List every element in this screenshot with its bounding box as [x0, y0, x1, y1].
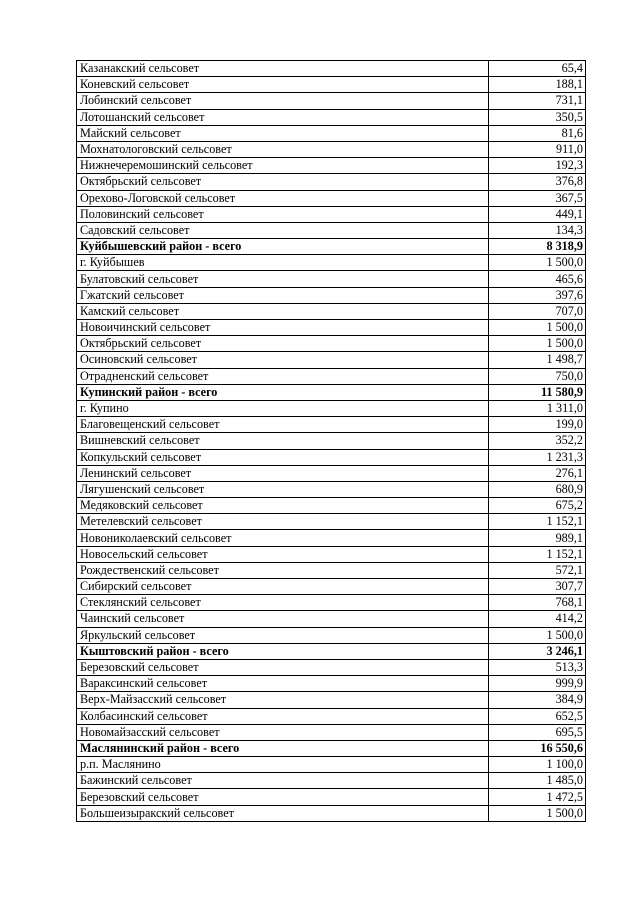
municipality-name: Копкульский сельсовет	[77, 449, 489, 465]
table-row	[77, 417, 586, 433]
table-row	[77, 352, 586, 368]
table-row	[77, 433, 586, 449]
table-row	[77, 287, 586, 303]
district-total-name: Маслянинский район - всего	[77, 740, 489, 756]
municipality-name: Медяковский сельсовет	[77, 498, 489, 514]
district-total-row	[77, 239, 586, 255]
table-row	[77, 271, 586, 287]
municipality-name: Лобинский сельсовет	[77, 93, 489, 109]
municipality-value: 1 485,0	[489, 773, 586, 789]
municipality-value: 134,3	[489, 222, 586, 238]
municipality-value: 1 472,5	[489, 789, 586, 805]
municipality-name: Колбасинский сельсовет	[77, 708, 489, 724]
municipality-name: Яркульский сельсовет	[77, 627, 489, 643]
municipality-value: 768,1	[489, 595, 586, 611]
municipality-value: 1 500,0	[489, 255, 586, 271]
table-row	[77, 562, 586, 578]
table-row	[77, 773, 586, 789]
table-row	[77, 206, 586, 222]
table-row	[77, 174, 586, 190]
table-row	[77, 676, 586, 692]
municipality-name: Нижнечеремошинский сельсовет	[77, 158, 489, 174]
table-row	[77, 158, 586, 174]
municipality-name: Лотошанский сельсовет	[77, 109, 489, 125]
municipality-value: 911,0	[489, 141, 586, 157]
municipality-name: Стеклянский сельсовет	[77, 595, 489, 611]
municipality-value: 65,4	[489, 61, 586, 77]
municipality-name: Октябрьский сельсовет	[77, 174, 489, 190]
municipality-value: 1 498,7	[489, 352, 586, 368]
municipality-name: Орехово-Логовской сельсовет	[77, 190, 489, 206]
table-row	[77, 498, 586, 514]
municipality-value: 1 500,0	[489, 805, 586, 821]
municipality-value: 572,1	[489, 562, 586, 578]
municipality-value: 1 231,3	[489, 449, 586, 465]
district-total-name: Кыштовский район - всего	[77, 643, 489, 659]
municipality-name: Вишневский сельсовет	[77, 433, 489, 449]
municipality-name: Отрадненский сельсовет	[77, 368, 489, 384]
municipality-name: Новомайзасский сельсовет	[77, 724, 489, 740]
municipality-name: Майский сельсовет	[77, 125, 489, 141]
table-row	[77, 336, 586, 352]
municipality-name: р.п. Маслянино	[77, 757, 489, 773]
municipality-name: Метелевский сельсовет	[77, 514, 489, 530]
table-row	[77, 530, 586, 546]
table-row	[77, 93, 586, 109]
municipality-name: Новосельский сельсовет	[77, 546, 489, 562]
municipality-value: 675,2	[489, 498, 586, 514]
table-row	[77, 627, 586, 643]
municipality-name: Садовский сельсовет	[77, 222, 489, 238]
municipality-value: 1 500,0	[489, 627, 586, 643]
table-row	[77, 190, 586, 206]
municipality-value: 652,5	[489, 708, 586, 724]
district-total-value: 3 246,1	[489, 643, 586, 659]
municipality-value: 384,9	[489, 692, 586, 708]
municipality-name: Новониколаевский сельсовет	[77, 530, 489, 546]
municipality-name: Половинский сельсовет	[77, 206, 489, 222]
municipality-name: Благовещенский сельсовет	[77, 417, 489, 433]
municipality-name: Коневский сельсовет	[77, 77, 489, 93]
municipality-value: 307,7	[489, 579, 586, 595]
district-total-value: 16 550,6	[489, 740, 586, 756]
municipality-value: 449,1	[489, 206, 586, 222]
table-row	[77, 465, 586, 481]
municipality-name: Камский сельсовет	[77, 303, 489, 319]
table-row	[77, 125, 586, 141]
municipality-name: Казанакский сельсовет	[77, 61, 489, 77]
municipality-value: 1 152,1	[489, 514, 586, 530]
table-row	[77, 805, 586, 821]
municipality-value: 350,5	[489, 109, 586, 125]
municipality-value: 1 152,1	[489, 546, 586, 562]
district-total-value: 11 580,9	[489, 384, 586, 400]
municipality-value: 192,3	[489, 158, 586, 174]
municipality-name: Вараксинский сельсовет	[77, 676, 489, 692]
table-row	[77, 692, 586, 708]
municipality-value: 397,6	[489, 287, 586, 303]
table-row	[77, 320, 586, 336]
table-row	[77, 579, 586, 595]
table-row	[77, 255, 586, 271]
allocation-table-body	[77, 61, 586, 822]
table-row	[77, 724, 586, 740]
table-row	[77, 77, 586, 93]
municipality-value: 707,0	[489, 303, 586, 319]
municipality-value: 1 500,0	[489, 320, 586, 336]
municipality-name: Лягушенский сельсовет	[77, 481, 489, 497]
table-row	[77, 611, 586, 627]
municipality-name: Гжатский сельсовет	[77, 287, 489, 303]
municipality-value: 695,5	[489, 724, 586, 740]
table-row	[77, 141, 586, 157]
municipality-name: Бажинский сельсовет	[77, 773, 489, 789]
municipality-value: 1 500,0	[489, 336, 586, 352]
table-row	[77, 708, 586, 724]
municipality-value: 1 100,0	[489, 757, 586, 773]
municipality-value: 414,2	[489, 611, 586, 627]
municipality-name: г. Купино	[77, 400, 489, 416]
municipality-value: 276,1	[489, 465, 586, 481]
table-row	[77, 61, 586, 77]
municipality-name: Березовский сельсовет	[77, 789, 489, 805]
table-row	[77, 222, 586, 238]
municipality-name: Осиновский сельсовет	[77, 352, 489, 368]
municipality-value: 199,0	[489, 417, 586, 433]
municipality-value: 188,1	[489, 77, 586, 93]
municipality-value: 750,0	[489, 368, 586, 384]
municipality-name: Мохнатологовский сельсовет	[77, 141, 489, 157]
municipality-name: Октябрьский сельсовет	[77, 336, 489, 352]
municipality-value: 1 311,0	[489, 400, 586, 416]
table-row	[77, 368, 586, 384]
table-row	[77, 757, 586, 773]
municipality-value: 731,1	[489, 93, 586, 109]
table-row	[77, 449, 586, 465]
municipality-name: Рождественский сельсовет	[77, 562, 489, 578]
municipality-value: 465,6	[489, 271, 586, 287]
table-row	[77, 595, 586, 611]
table-row	[77, 789, 586, 805]
municipality-name: Верх-Майзасский сельсовет	[77, 692, 489, 708]
table-row	[77, 109, 586, 125]
district-total-value: 8 318,9	[489, 239, 586, 255]
municipality-value: 352,2	[489, 433, 586, 449]
municipality-name: г. Куйбышев	[77, 255, 489, 271]
district-total-row	[77, 384, 586, 400]
municipality-name: Ленинский сельсовет	[77, 465, 489, 481]
district-total-name: Куйбышевский район - всего	[77, 239, 489, 255]
municipality-value: 376,8	[489, 174, 586, 190]
municipality-value: 513,3	[489, 659, 586, 675]
district-total-name: Купинский район - всего	[77, 384, 489, 400]
table-row	[77, 400, 586, 416]
municipality-value: 81,6	[489, 125, 586, 141]
table-row	[77, 659, 586, 675]
municipality-name: Сибирский сельсовет	[77, 579, 489, 595]
district-total-row	[77, 643, 586, 659]
table-row	[77, 514, 586, 530]
municipality-value: 680,9	[489, 481, 586, 497]
table-row	[77, 546, 586, 562]
municipality-name: Березовский сельсовет	[77, 659, 489, 675]
municipality-name: Булатовский сельсовет	[77, 271, 489, 287]
municipality-value: 367,5	[489, 190, 586, 206]
district-total-row	[77, 740, 586, 756]
municipality-name: Большеизыракский сельсовет	[77, 805, 489, 821]
table-row	[77, 303, 586, 319]
table-row	[77, 481, 586, 497]
municipality-value: 999,9	[489, 676, 586, 692]
municipality-name: Чаинский сельсовет	[77, 611, 489, 627]
allocation-table	[76, 60, 586, 822]
municipality-name: Новоичинский сельсовет	[77, 320, 489, 336]
municipality-value: 989,1	[489, 530, 586, 546]
